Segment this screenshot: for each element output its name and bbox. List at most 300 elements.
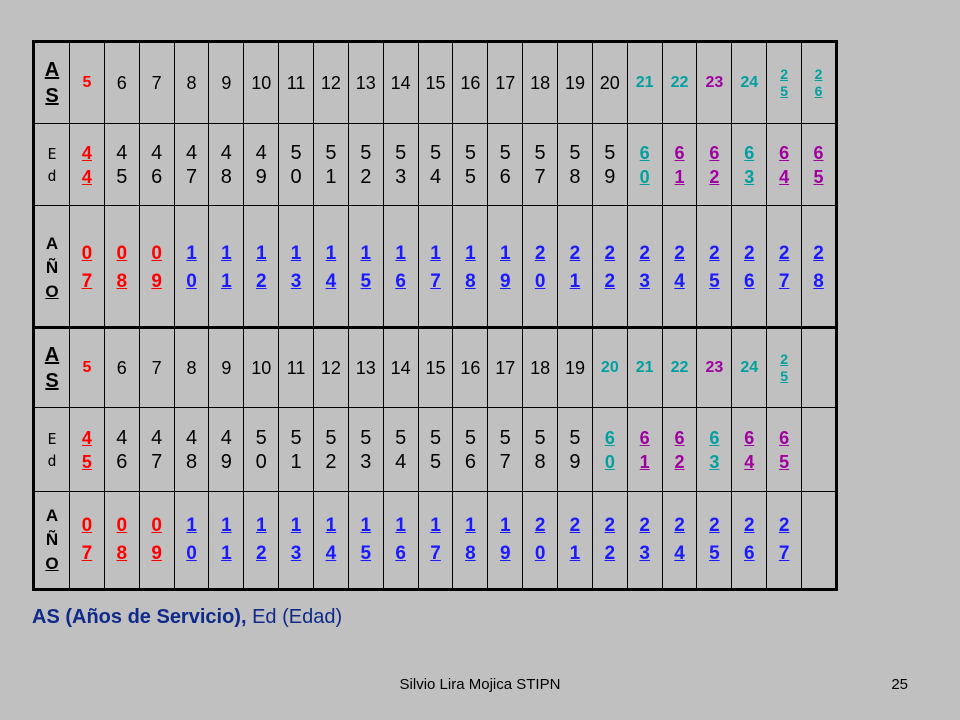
ed-digit: 5 bbox=[395, 141, 407, 164]
as-cell: 19 bbox=[558, 42, 593, 124]
ed-cell bbox=[348, 408, 383, 492]
ed-digit: 4 bbox=[151, 141, 163, 164]
ed-digit: 4 bbox=[779, 166, 790, 187]
as-cell: 17 bbox=[488, 328, 523, 408]
year-digit: 8 bbox=[116, 543, 128, 564]
ed-cell bbox=[558, 408, 593, 492]
year-digit: 1 bbox=[499, 515, 511, 536]
year-digit: 1 bbox=[186, 243, 197, 264]
year-digit: 0 bbox=[186, 543, 197, 564]
year-digit: 3 bbox=[639, 271, 650, 292]
footer-author: Silvio Lira Mojica STIPN bbox=[399, 676, 561, 693]
ed-cell bbox=[627, 408, 662, 492]
year-cell bbox=[488, 492, 523, 590]
as-cell: 7 bbox=[139, 328, 174, 408]
ed-cell bbox=[70, 408, 105, 492]
year-digit: 1 bbox=[325, 243, 337, 264]
ed-digit: 4 bbox=[395, 450, 407, 473]
year-cell bbox=[209, 492, 244, 590]
year-cell bbox=[662, 492, 697, 590]
year-digit: 2 bbox=[743, 515, 755, 536]
row-as bbox=[34, 328, 837, 408]
ed-cell bbox=[732, 124, 767, 206]
ed-digit: 8 bbox=[569, 165, 581, 188]
ed-digit: 5 bbox=[464, 426, 476, 449]
label-as bbox=[35, 57, 69, 109]
as-cell: 7 bbox=[139, 42, 174, 124]
ed-digit: 7 bbox=[185, 165, 198, 188]
ed-digit: 6 bbox=[813, 142, 824, 163]
ed-cell bbox=[314, 408, 349, 492]
as-cell: 12 bbox=[314, 328, 349, 408]
ed-digit: 5 bbox=[569, 426, 581, 449]
ed-digit: 6 bbox=[604, 427, 615, 448]
as-cell: 13 bbox=[348, 42, 383, 124]
year-digit: 0 bbox=[151, 243, 162, 264]
label-char: E bbox=[47, 429, 57, 448]
year-cell bbox=[767, 206, 802, 332]
year-digit: 7 bbox=[430, 271, 441, 292]
year-cell bbox=[627, 206, 662, 332]
year-digit: 5 bbox=[360, 271, 372, 292]
year-cell bbox=[453, 492, 488, 590]
year-digit: 2 bbox=[709, 515, 720, 536]
ed-digit: 5 bbox=[534, 141, 546, 164]
year-digit: 2 bbox=[255, 271, 267, 292]
ed-digit: 5 bbox=[255, 426, 267, 449]
row-ed bbox=[34, 124, 837, 206]
label-ed bbox=[35, 428, 69, 472]
ed-digit: 3 bbox=[744, 166, 755, 187]
year-digit: 1 bbox=[360, 243, 372, 264]
row-label-as bbox=[34, 328, 70, 408]
year-cell bbox=[418, 492, 453, 590]
as-cell: 16 bbox=[453, 42, 488, 124]
year-digit: 2 bbox=[255, 543, 267, 564]
row-label-ed bbox=[34, 124, 70, 206]
ed-digit: 0 bbox=[604, 451, 615, 472]
ed-cell bbox=[662, 408, 697, 492]
ed-cell bbox=[70, 124, 105, 206]
year-cell bbox=[244, 206, 279, 332]
year-digit: 4 bbox=[674, 543, 685, 564]
ed-digit: 0 bbox=[290, 165, 302, 188]
as-cell: 13 bbox=[348, 328, 383, 408]
year-digit: 1 bbox=[430, 243, 441, 264]
as-digit: 2 bbox=[780, 351, 789, 367]
year-cell bbox=[802, 492, 837, 590]
year-digit: 4 bbox=[325, 271, 337, 292]
caption-as-desc: (Años de Servicio), bbox=[65, 606, 247, 628]
ed-digit: 8 bbox=[185, 450, 198, 473]
ed-digit: 5 bbox=[813, 166, 824, 187]
ed-cell bbox=[383, 124, 418, 206]
ed-digit: 1 bbox=[674, 166, 685, 187]
ed-digit: 6 bbox=[639, 142, 650, 163]
year-digit: 5 bbox=[709, 271, 720, 292]
as-digit: 6 bbox=[814, 83, 823, 99]
label-char: Ñ bbox=[45, 258, 59, 277]
ed-digit: 6 bbox=[744, 142, 755, 163]
ed-cell bbox=[697, 124, 732, 206]
row-label-year bbox=[34, 206, 70, 332]
as-cell bbox=[802, 328, 837, 408]
label-as bbox=[35, 342, 69, 394]
service-age-table-1 bbox=[32, 40, 838, 333]
year-cell bbox=[383, 492, 418, 590]
ed-digit: 5 bbox=[569, 141, 581, 164]
row-label-year bbox=[34, 492, 70, 590]
year-digit: 6 bbox=[395, 543, 406, 564]
year-digit: 2 bbox=[604, 515, 616, 536]
year-digit: 1 bbox=[186, 515, 197, 536]
as-cell: 17 bbox=[488, 42, 523, 124]
year-cell bbox=[767, 492, 802, 590]
year-digit: 2 bbox=[674, 515, 685, 536]
ed-cell bbox=[592, 408, 627, 492]
year-digit: 3 bbox=[290, 543, 302, 564]
year-digit: 2 bbox=[534, 515, 546, 536]
ed-cell bbox=[523, 124, 558, 206]
ed-digit: 4 bbox=[151, 426, 163, 449]
ed-cell bbox=[488, 408, 523, 492]
ed-digit: 3 bbox=[360, 450, 372, 473]
year-digit: 2 bbox=[674, 243, 685, 264]
as-cell: 5 bbox=[70, 328, 105, 408]
ed-digit: 6 bbox=[779, 142, 790, 163]
as-cell: 23 bbox=[697, 42, 732, 124]
ed-digit: 5 bbox=[290, 141, 302, 164]
year-digit: 7 bbox=[778, 271, 790, 292]
ed-digit: 5 bbox=[290, 426, 302, 449]
ed-digit: 5 bbox=[499, 141, 511, 164]
year-digit: 9 bbox=[499, 271, 511, 292]
ed-digit: 4 bbox=[185, 141, 198, 164]
as-digit: 2 bbox=[814, 66, 823, 82]
ed-digit: 8 bbox=[220, 165, 232, 188]
year-digit: 3 bbox=[639, 543, 650, 564]
year-cell bbox=[174, 492, 209, 590]
year-cell bbox=[383, 206, 418, 332]
label-char: O bbox=[45, 282, 59, 301]
year-digit: 2 bbox=[709, 243, 720, 264]
ed-digit: 6 bbox=[499, 165, 511, 188]
year-digit: 2 bbox=[778, 515, 790, 536]
ed-digit: 4 bbox=[116, 141, 128, 164]
as-cell: 10 bbox=[244, 42, 279, 124]
ed-cell bbox=[279, 124, 314, 206]
ed-digit: 5 bbox=[360, 426, 372, 449]
ed-digit: 4 bbox=[81, 427, 92, 448]
ed-digit: 4 bbox=[185, 426, 198, 449]
year-cell bbox=[70, 206, 105, 332]
ed-digit: 6 bbox=[674, 427, 685, 448]
year-digit: 7 bbox=[81, 271, 93, 292]
ed-cell bbox=[697, 408, 732, 492]
ed-digit: 7 bbox=[151, 450, 163, 473]
ed-digit: 5 bbox=[81, 451, 92, 472]
as-cell: 23 bbox=[697, 328, 732, 408]
year-digit: 1 bbox=[465, 515, 476, 536]
ed-cell bbox=[174, 408, 209, 492]
year-digit: 7 bbox=[81, 543, 93, 564]
service-age-table-2 bbox=[32, 326, 838, 591]
ed-digit: 0 bbox=[639, 166, 650, 187]
year-cell bbox=[314, 206, 349, 332]
row-ed bbox=[34, 408, 837, 492]
year-cell bbox=[348, 206, 383, 332]
ed-digit: 2 bbox=[360, 165, 372, 188]
ed-cell bbox=[314, 124, 349, 206]
ed-digit: 5 bbox=[604, 141, 616, 164]
year-cell bbox=[592, 492, 627, 590]
year-digit: 1 bbox=[395, 515, 406, 536]
year-digit: 1 bbox=[221, 243, 232, 264]
year-digit: 1 bbox=[465, 243, 476, 264]
year-cell bbox=[523, 206, 558, 332]
as-cell: 9 bbox=[209, 328, 244, 408]
label-char: A bbox=[44, 59, 60, 81]
as-cell: 21 bbox=[627, 328, 662, 408]
ed-digit: 6 bbox=[674, 142, 685, 163]
ed-digit: 2 bbox=[325, 450, 337, 473]
year-digit: 1 bbox=[221, 515, 232, 536]
label-char: d bbox=[47, 451, 57, 470]
year-cell bbox=[279, 492, 314, 590]
year-digit: 2 bbox=[743, 243, 755, 264]
ed-digit: 6 bbox=[639, 427, 650, 448]
as-cell: 24 bbox=[732, 42, 767, 124]
ed-cell bbox=[592, 124, 627, 206]
year-digit: 1 bbox=[255, 243, 267, 264]
year-cell bbox=[70, 492, 105, 590]
as-cell: 8 bbox=[174, 328, 209, 408]
year-cell bbox=[279, 206, 314, 332]
year-digit: 0 bbox=[81, 243, 93, 264]
year-cell bbox=[732, 492, 767, 590]
year-digit: 1 bbox=[569, 543, 581, 564]
year-digit: 1 bbox=[221, 271, 232, 292]
ed-digit: 5 bbox=[395, 426, 407, 449]
ed-digit: 1 bbox=[290, 450, 302, 473]
year-cell bbox=[174, 206, 209, 332]
as-digit: 2 bbox=[780, 66, 789, 82]
ed-digit: 5 bbox=[325, 426, 337, 449]
page-number: 25 bbox=[891, 676, 908, 693]
year-cell bbox=[662, 206, 697, 332]
year-cell bbox=[104, 206, 139, 332]
year-digit: 8 bbox=[813, 271, 824, 292]
year-digit: 2 bbox=[639, 515, 650, 536]
ed-digit: 4 bbox=[220, 141, 232, 164]
label-char: O bbox=[45, 554, 59, 573]
label-char: S bbox=[45, 370, 59, 392]
ed-digit: 6 bbox=[779, 427, 790, 448]
ed-digit: 5 bbox=[464, 165, 476, 188]
year-cell bbox=[558, 206, 593, 332]
ed-digit: 2 bbox=[709, 166, 720, 187]
as-cell: 22 bbox=[662, 328, 697, 408]
year-digit: 0 bbox=[151, 515, 162, 536]
as-cell: 15 bbox=[418, 328, 453, 408]
as-cell: 11 bbox=[279, 42, 314, 124]
as-cell: 12 bbox=[314, 42, 349, 124]
row-label-ed bbox=[34, 408, 70, 492]
label-char: d bbox=[47, 166, 57, 185]
ed-cell bbox=[453, 408, 488, 492]
ed-cell bbox=[767, 408, 802, 492]
ed-digit: 6 bbox=[464, 450, 476, 473]
year-cell bbox=[139, 206, 174, 332]
year-digit: 1 bbox=[255, 515, 267, 536]
ed-digit: 8 bbox=[534, 450, 546, 473]
year-cell bbox=[697, 492, 732, 590]
as-digit: 5 bbox=[780, 83, 789, 99]
as-cell: 9 bbox=[209, 42, 244, 124]
ed-digit: 5 bbox=[325, 141, 337, 164]
as-cell: 8 bbox=[174, 42, 209, 124]
year-digit: 1 bbox=[395, 243, 406, 264]
year-digit: 0 bbox=[116, 243, 128, 264]
ed-cell bbox=[802, 408, 837, 492]
as-cell: 18 bbox=[523, 328, 558, 408]
as-cell: 15 bbox=[418, 42, 453, 124]
ed-cell bbox=[348, 124, 383, 206]
as-cell: 22 bbox=[662, 42, 697, 124]
as-cell: 14 bbox=[383, 328, 418, 408]
ed-digit: 5 bbox=[429, 141, 442, 164]
ed-cell bbox=[802, 124, 837, 206]
year-digit: 8 bbox=[116, 271, 128, 292]
year-cell bbox=[244, 492, 279, 590]
ed-cell bbox=[767, 124, 802, 206]
ed-digit: 6 bbox=[116, 450, 128, 473]
caption-as-abbr: AS bbox=[32, 606, 60, 628]
ed-cell bbox=[488, 124, 523, 206]
ed-digit: 5 bbox=[116, 165, 128, 188]
year-digit: 2 bbox=[813, 243, 824, 264]
year-cell bbox=[592, 206, 627, 332]
ed-digit: 5 bbox=[499, 426, 511, 449]
year-digit: 6 bbox=[743, 543, 755, 564]
label-char: S bbox=[45, 85, 59, 107]
ed-digit: 5 bbox=[429, 450, 442, 473]
ed-digit: 9 bbox=[569, 450, 581, 473]
as-cell: 5 bbox=[70, 42, 105, 124]
ed-cell bbox=[104, 124, 139, 206]
ed-cell bbox=[662, 124, 697, 206]
as-cell: 11 bbox=[279, 328, 314, 408]
ed-cell bbox=[139, 124, 174, 206]
ed-digit: 0 bbox=[255, 450, 267, 473]
ed-digit: 4 bbox=[116, 426, 128, 449]
ed-digit: 9 bbox=[220, 450, 232, 473]
year-digit: 1 bbox=[499, 243, 511, 264]
ed-digit: 6 bbox=[744, 427, 755, 448]
label-char: Ñ bbox=[45, 530, 59, 549]
ed-cell bbox=[209, 408, 244, 492]
label-char: A bbox=[45, 506, 59, 525]
year-cell bbox=[732, 206, 767, 332]
ed-digit: 6 bbox=[151, 165, 163, 188]
row-year bbox=[34, 492, 837, 590]
ed-digit: 4 bbox=[429, 165, 442, 188]
as-cell bbox=[767, 42, 802, 124]
caption-ed: Ed (Edad) bbox=[252, 606, 343, 628]
ed-cell bbox=[244, 408, 279, 492]
ed-digit: 5 bbox=[360, 141, 372, 164]
year-digit: 1 bbox=[569, 271, 581, 292]
year-digit: 5 bbox=[360, 543, 372, 564]
ed-digit: 4 bbox=[81, 142, 92, 163]
year-digit: 8 bbox=[465, 543, 476, 564]
year-digit: 2 bbox=[569, 243, 581, 264]
ed-cell bbox=[523, 408, 558, 492]
year-cell bbox=[523, 492, 558, 590]
ed-cell bbox=[139, 408, 174, 492]
ed-digit: 5 bbox=[429, 426, 442, 449]
year-digit: 1 bbox=[221, 543, 232, 564]
year-digit: 5 bbox=[709, 543, 720, 564]
ed-digit: 5 bbox=[779, 451, 790, 472]
label-char: E bbox=[47, 144, 57, 163]
year-digit: 2 bbox=[604, 271, 616, 292]
ed-digit: 1 bbox=[639, 451, 650, 472]
ed-cell bbox=[174, 124, 209, 206]
year-digit: 7 bbox=[430, 543, 441, 564]
ed-cell bbox=[418, 408, 453, 492]
as-cell: 24 bbox=[732, 328, 767, 408]
year-cell bbox=[348, 492, 383, 590]
ed-digit: 6 bbox=[709, 427, 720, 448]
row-label-as bbox=[34, 42, 70, 124]
ed-digit: 2 bbox=[674, 451, 685, 472]
ed-cell bbox=[279, 408, 314, 492]
year-cell bbox=[558, 492, 593, 590]
year-digit: 2 bbox=[604, 243, 616, 264]
year-digit: 0 bbox=[81, 515, 93, 536]
label-char: A bbox=[44, 344, 60, 366]
ed-digit: 7 bbox=[534, 165, 546, 188]
as-cell: 18 bbox=[523, 42, 558, 124]
label-year bbox=[35, 232, 69, 304]
row-as bbox=[34, 42, 837, 124]
label-ed bbox=[35, 143, 69, 187]
year-digit: 8 bbox=[465, 271, 476, 292]
label-year bbox=[35, 504, 69, 576]
ed-digit: 5 bbox=[534, 426, 546, 449]
year-digit: 0 bbox=[116, 515, 128, 536]
ed-digit: 9 bbox=[604, 165, 616, 188]
year-digit: 1 bbox=[325, 515, 337, 536]
ed-digit: 5 bbox=[464, 141, 476, 164]
year-cell bbox=[209, 206, 244, 332]
year-cell bbox=[418, 206, 453, 332]
ed-digit: 3 bbox=[709, 451, 720, 472]
ed-digit: 4 bbox=[81, 166, 92, 187]
ed-cell bbox=[383, 408, 418, 492]
year-digit: 4 bbox=[674, 271, 685, 292]
year-cell bbox=[697, 206, 732, 332]
ed-digit: 1 bbox=[325, 165, 337, 188]
year-digit: 9 bbox=[499, 543, 511, 564]
ed-digit: 4 bbox=[744, 451, 755, 472]
year-digit: 1 bbox=[290, 515, 302, 536]
ed-cell bbox=[104, 408, 139, 492]
year-cell bbox=[627, 492, 662, 590]
as-cell: 10 bbox=[244, 328, 279, 408]
year-digit: 0 bbox=[534, 271, 546, 292]
